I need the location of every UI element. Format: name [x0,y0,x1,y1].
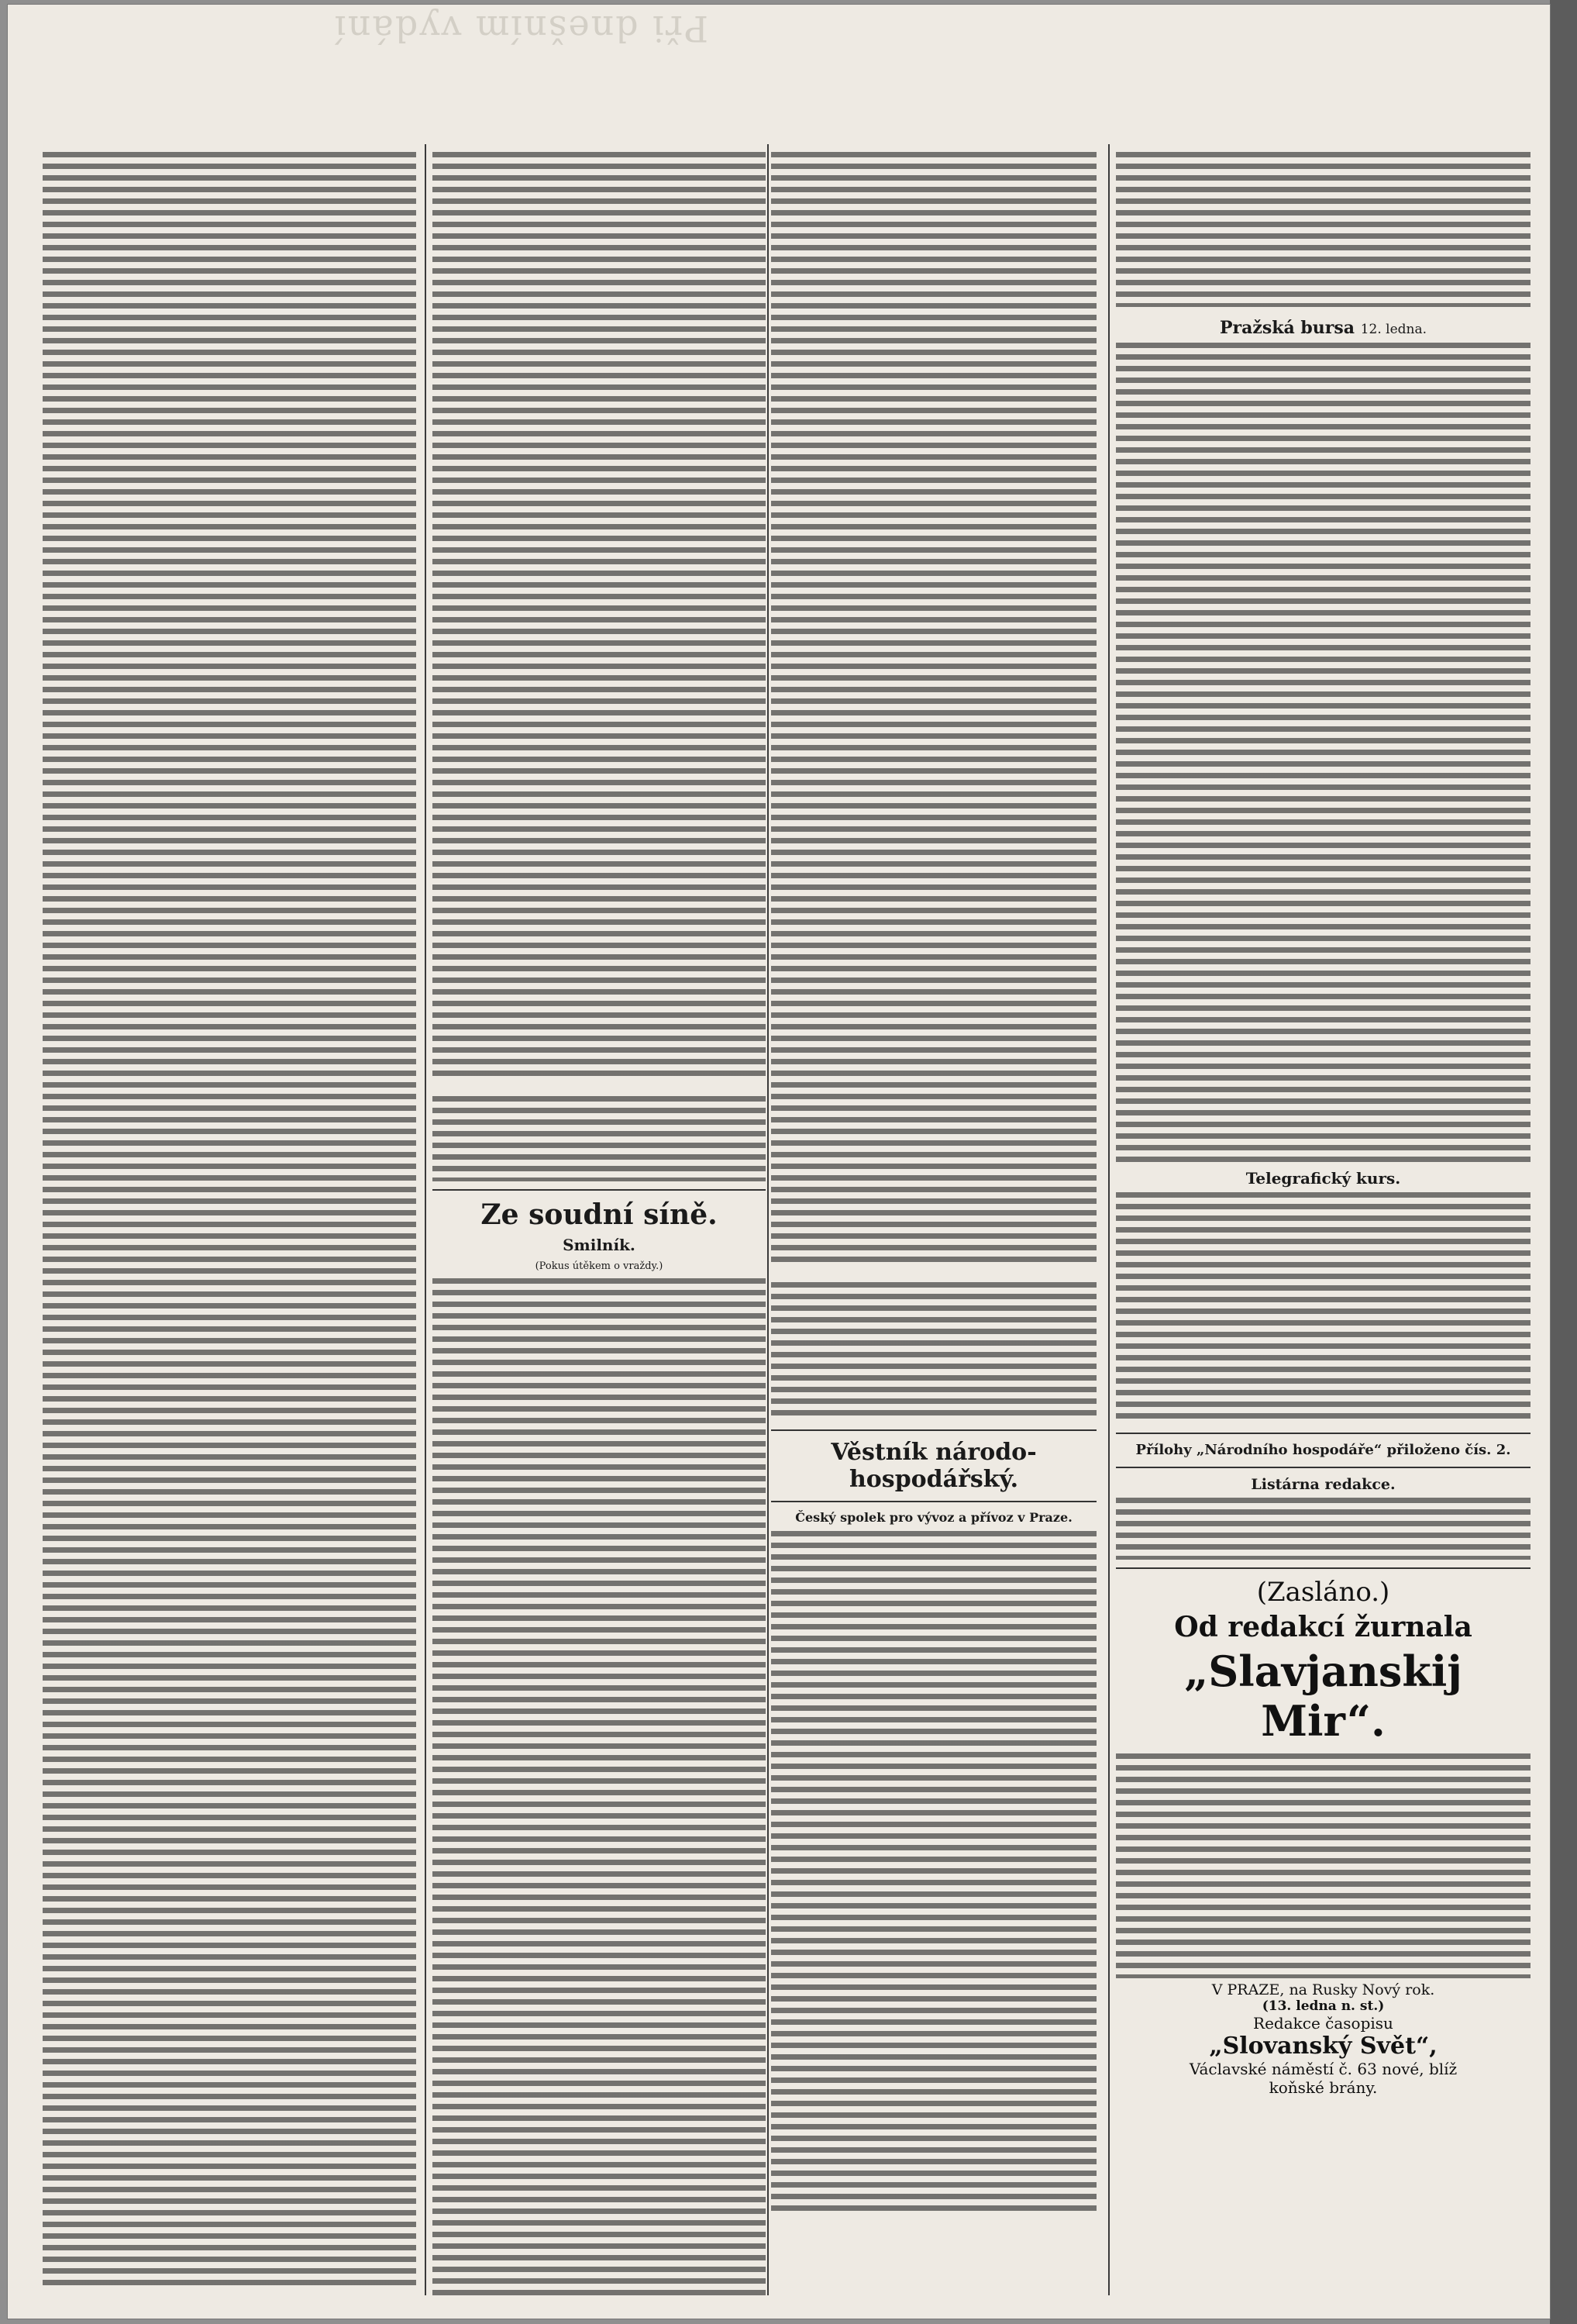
column-2-text-top [432,152,766,1082]
burse-title-text: Pražská bursa [1219,318,1355,338]
theatre-notice [432,1096,766,1181]
burse-title [1116,318,1531,338]
section-divider [771,1501,1097,1502]
page-edge [1550,0,1577,2324]
burse-date: 12. ledna. [1360,322,1427,337]
column-1 [43,152,416,2295]
section-divider [1116,1467,1531,1468]
editorial-heading: Od redakcí žurnala [1174,1611,1472,1643]
telegraph-listings [1116,1192,1531,1425]
listarna-text [1116,1498,1531,1560]
listarna-title: Listárna redakce. [1251,1476,1396,1493]
address-line-2: koňské brány. [1269,2078,1378,2097]
section-divider [1116,1567,1531,1569]
column-4 [1116,152,1531,2295]
article-subtitle-note: (Pokus útěkem o vraždy.) [535,1260,663,1272]
announcement-text [1116,1753,1531,1978]
announcement-date: (13. ledna n. st.) [1262,1998,1385,2014]
zaslano-heading: (Zasláno.) [1256,1577,1390,1608]
journal-name: „Slavjanskij Mir“. [1184,1646,1462,1746]
article-subtitle: Smilník. [563,1236,635,1254]
column-2 [432,152,766,2295]
court-article-text [432,1278,766,2295]
section-divider [432,1189,766,1191]
supplement-note: Přílohy „Národního hospodáře“ přiloženo čís. 2. [1135,1442,1511,1458]
burse-listings [1116,343,1531,1164]
column-3 [771,152,1097,2295]
column-rule [1108,144,1110,2295]
column-3-text-mid [771,1282,1097,1422]
section-title-court: Ze soudní síně. [480,1198,718,1231]
section-title-economic: Věstník národo-hospodářský. [831,1439,1037,1493]
telegraph-title: Telegrafický kurs. [1245,1169,1401,1188]
section-divider [1116,1433,1531,1434]
redakce-label: Redakce časopisu [1253,2014,1393,2033]
newspaper-page [8,5,1550,2319]
economic-subhead: Český spolek pro vývoz a přívoz v Praze. [795,1510,1073,1525]
column-3-text-top [771,152,1097,1268]
bleed-through-header: Při dnešním vydání [333,8,708,50]
economic-article-text [771,1531,1097,2213]
column-rule [425,144,426,2295]
section-divider [771,1429,1097,1431]
column-4-text-top [1116,152,1531,307]
column-rule [767,144,769,2295]
address-line-1: Václavské náměstí č. 63 nové, blíž [1189,2060,1458,2078]
column-1-text [43,152,416,2291]
announcement-place: V PRAZE, na Rusky Nový rok. [1211,1981,1435,1998]
svet-name: „Slovanský Svět“, [1209,2033,1438,2060]
